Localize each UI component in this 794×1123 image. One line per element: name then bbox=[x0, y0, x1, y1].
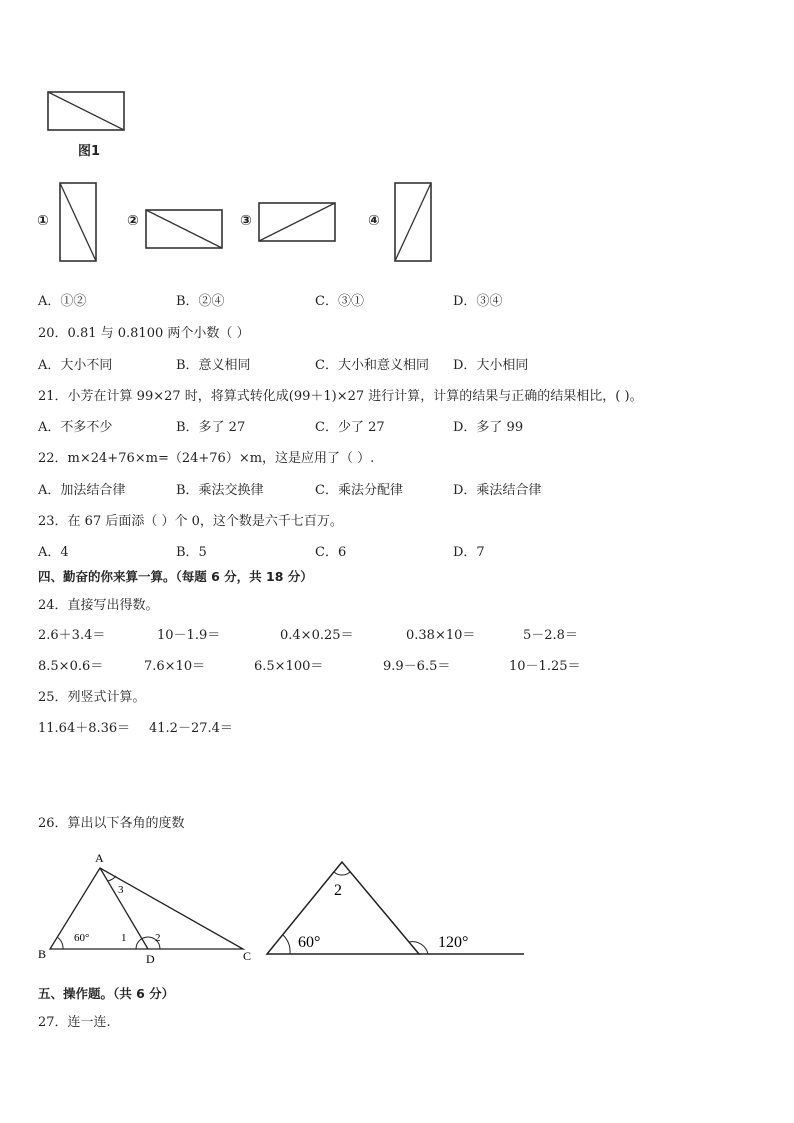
choice-3-figure bbox=[257, 201, 339, 245]
q20-option-d: D．大小相同 bbox=[453, 358, 529, 373]
q22-option-a: A．加法结合律 bbox=[38, 483, 126, 498]
q22-stem: 22．m×24+76×m=（24+76）×m，这是应用了（ ）. bbox=[38, 451, 375, 466]
q20-option-b: B．意义相同 bbox=[176, 358, 251, 373]
q22-option-c: C．乘法分配律 bbox=[315, 483, 403, 498]
q27-stem: 27．连一连. bbox=[38, 1015, 111, 1030]
q23-option-d: D．7 bbox=[453, 545, 485, 560]
q23-stem: 23．在 67 后面添（ ）个 0，这个数是六千七百万。 bbox=[38, 514, 343, 529]
label-b: B bbox=[38, 947, 47, 961]
label-c: C bbox=[243, 949, 252, 963]
choice-3-label: ③ bbox=[240, 213, 252, 229]
choice-2-figure bbox=[144, 208, 226, 252]
q19-option-d: D．③④ bbox=[453, 294, 503, 309]
q24-r1-c2: 10－1.9＝ bbox=[157, 628, 221, 643]
section5-title: 五、操作题。（共 6 分） bbox=[38, 986, 175, 1001]
label-d: D bbox=[146, 952, 155, 966]
q20-stem: 20．0.81 与 0.8100 两个小数（ ） bbox=[38, 326, 250, 341]
label-angle-1: 1 bbox=[121, 932, 127, 944]
choice-1-label: ① bbox=[37, 213, 49, 229]
choice-4-label: ④ bbox=[368, 213, 380, 229]
q23-option-a: A．4 bbox=[38, 545, 69, 560]
section4-title: 四、勤奋的你来算一算。（每题 6 分，共 18 分） bbox=[38, 569, 313, 584]
q21-stem: 21．小芳在计算 99×27 时，将算式转化成(99＋1)×27 进行计算，计算的结果与正确的结果相比，( )。 bbox=[38, 389, 643, 404]
q20-option-a: A．大小不同 bbox=[38, 358, 113, 373]
q23-option-b: B．5 bbox=[176, 545, 207, 560]
q19-option-a: A．①② bbox=[38, 294, 87, 309]
q21-option-d: D．多了 99 bbox=[453, 420, 524, 435]
q24-r2-c5: 10－1.25＝ bbox=[509, 659, 581, 674]
q26-triangle-2 bbox=[262, 856, 527, 960]
label-angle-3: 3 bbox=[118, 884, 124, 896]
choice-1-figure bbox=[58, 181, 100, 265]
q22-option-b: B．乘法交换律 bbox=[176, 483, 264, 498]
q19-option-b: B．②④ bbox=[176, 294, 225, 309]
choice-4-figure bbox=[393, 181, 435, 265]
q24-stem: 24．直接写出得数。 bbox=[38, 598, 159, 613]
label-angle-120: 120° bbox=[438, 934, 469, 951]
figure1-caption: 图1 bbox=[78, 144, 101, 159]
q25-item-2: 41.2－27.4＝ bbox=[149, 721, 233, 736]
q24-r1-c4: 0.38×10＝ bbox=[406, 628, 476, 643]
q24-r1-c1: 2.6＋3.4＝ bbox=[38, 628, 106, 643]
label-a: A bbox=[95, 851, 104, 865]
q25-stem: 25．列竖式计算。 bbox=[38, 690, 146, 705]
q26-stem: 26．算出以下各角的度数 bbox=[38, 816, 185, 831]
q21-option-c: C．少了 27 bbox=[315, 420, 385, 435]
q23-option-c: C．6 bbox=[315, 545, 347, 560]
q21-option-b: B．多了 27 bbox=[176, 420, 246, 435]
q24-r2-c4: 9.9－6.5＝ bbox=[383, 659, 451, 674]
label-angle-60: 60° bbox=[298, 934, 321, 951]
q20-option-c: C．大小和意义相同 bbox=[315, 358, 429, 373]
q24-r1-c3: 0.4×0.25＝ bbox=[280, 628, 354, 643]
choice-2-label: ② bbox=[127, 213, 139, 229]
q22-option-d: D．乘法结合律 bbox=[453, 483, 542, 498]
q21-option-a: A．不多不少 bbox=[38, 420, 113, 435]
q24-r2-c3: 6.5×100＝ bbox=[254, 659, 324, 674]
q26-triangle-abc bbox=[36, 848, 258, 966]
label-angle-2b: 2 bbox=[334, 882, 342, 899]
q24-r2-c1: 8.5×0.6＝ bbox=[38, 659, 104, 674]
figure1-rectangle bbox=[46, 90, 128, 134]
q25-item-1: 11.64＋8.36＝ bbox=[38, 721, 131, 736]
label-angle-2: 2 bbox=[155, 932, 161, 944]
q24-r2-c2: 7.6×10＝ bbox=[144, 659, 206, 674]
label-angle-b: 60° bbox=[74, 932, 90, 944]
q19-option-c: C．③① bbox=[315, 294, 364, 309]
q24-r1-c5: 5－2.8＝ bbox=[523, 628, 578, 643]
